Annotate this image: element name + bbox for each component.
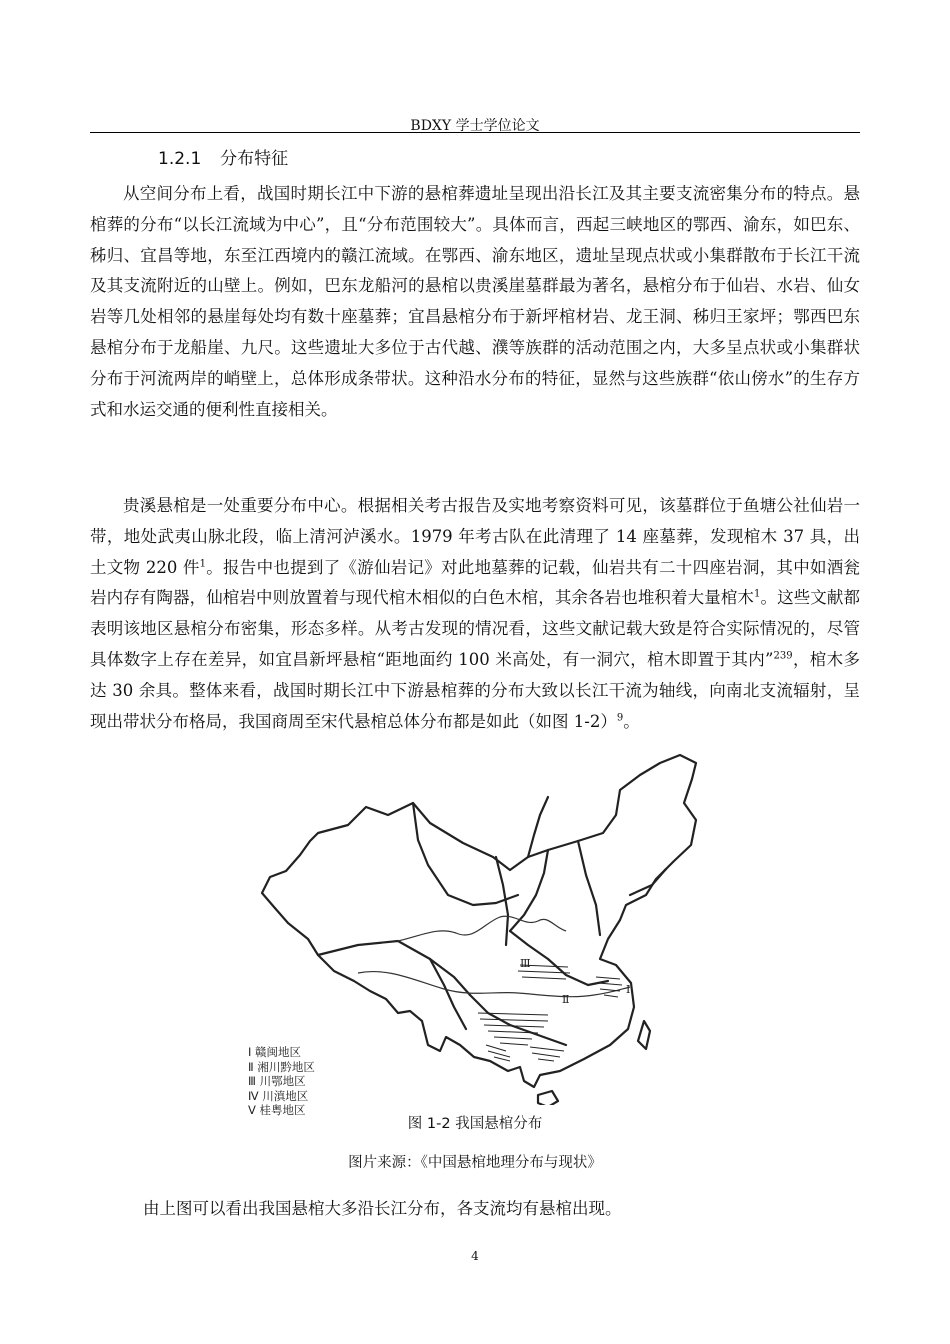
legend-item: Ⅱ 湘川黔地区	[248, 1059, 315, 1074]
hainan-island	[538, 1091, 558, 1105]
header-rule	[90, 132, 860, 133]
legend-item: Ⅳ 川滇地区	[248, 1088, 309, 1103]
region-hatch-iv	[486, 1045, 510, 1061]
inner-boundary	[430, 959, 466, 1029]
section-number: 1.2.1	[158, 149, 202, 169]
paragraph-3: 由上图可以看出我国悬棺大多沿长江分布，各支流均有悬棺出现。	[143, 1199, 622, 1218]
page-number: 4	[471, 1249, 479, 1263]
legend-item: Ⅴ 桂粤地区	[248, 1103, 306, 1117]
footnote-ref: 1	[754, 588, 761, 600]
country-outline	[262, 755, 696, 1087]
figure-source: 图片来源：《中国悬棺地理分布与现状》	[348, 1155, 602, 1171]
paragraph-2-text-3: 。这些文献都表明该地区悬棺分布密集，形态多样。从考古发现的情况看，这些文献记载大致是符合实际情况的，尽管具体数字上存在差异，如宜昌新坪悬棺“距地面约 100 米高处，有一洞穴，棺木即置于其内”	[90, 588, 861, 669]
river-yellow	[398, 916, 566, 941]
paragraph-1: 从空间分布上看，战国时期长江中下游的悬棺葬遗址呈现出沿长江及其主要支流密集分布的特点。悬棺葬的分布“以长江流域为中心”，且“分布范围较大”。具体而言，西起三峡地区的鄂西、渝东，如巴东、秭归、宜昌等地，东至江西境内的赣江流域。在鄂西、渝东地区，遗址呈现点状或小集群散布于长江干流及其支流附近的山壁上。例如，巴东龙船河的悬棺以贵溪崖墓群最为著名，悬棺分布于仙岩、水岩、仙女岩等几处相邻的悬崖每处均有数十座墓葬；宜昌悬棺分布于新坪棺材岩、龙王洞、秭归王家坪；鄂西巴东悬棺分布于龙船崖、九尺。这些遗址大多位于古代越、濮等族群的活动范围之内，大多呈点状或小集群状分布于河流两岸的峭壁上，总体形成条带状。这种沿水分布的特征，显然与这些族群“依山傍水”的生存方式和水运交通的便利性直接相关。	[90, 184, 860, 419]
section-heading	[158, 144, 288, 169]
inner-boundary	[413, 803, 518, 905]
figure-caption: 图 1-2 我国悬棺分布	[407, 1116, 543, 1132]
taiwan-island	[638, 1021, 650, 1049]
inner-boundary	[318, 941, 470, 995]
china-suspended-coffin-map	[248, 745, 708, 1117]
inner-boundary	[578, 841, 600, 935]
paragraph-2-text-5: 。	[623, 711, 640, 731]
region-label: Ⅲ	[520, 957, 531, 970]
region-hatch-v	[530, 1047, 564, 1061]
section-title: 分布特征	[220, 149, 289, 169]
inner-boundary	[528, 797, 548, 857]
footnote-ref: 9	[616, 712, 624, 724]
legend-item: Ⅰ 赣闽地区	[248, 1045, 302, 1059]
page-header: BDXY 学士学位论文	[410, 118, 540, 134]
region-hatch-ii	[478, 1013, 548, 1045]
region-label: Ⅱ	[562, 993, 570, 1006]
paragraph-2-text-2: 。报告中也提到了《游仙岩记》对此地墓葬的记载，仙岩共有二十四座岩洞，其中如酒瓮岩内存有陶器，仙棺岩中则放置着与现代棺木相似的白色木棺，其余各岩也堆积着大量棺木	[90, 557, 861, 608]
footnote-ref: 239	[773, 650, 793, 662]
region-label: Ⅰ	[626, 983, 631, 996]
paragraph-2-text-4: ，棺木多达 30 余具。整体来看，战国时期长江中下游悬棺葬的分布大致以长江干流为轴线，向南北支流辐射，呈现出带状分布格局，我国商周至宋代悬棺总体分布都是如此（如图 1-2）	[90, 649, 861, 731]
footnote-ref: 1	[199, 558, 206, 570]
paragraph-2	[90, 491, 860, 737]
legend-item: Ⅲ 川鄂地区	[248, 1074, 306, 1088]
paragraph-2-text-1: 贵溪悬棺是一处重要分布中心。根据相关考古报告及实地考察资料可见，该墓群位于鱼塘公社仙岩一带，地处武夷山脉北段，临上清河泸溪水。1979 年考古队在此清理了 14 座墓葬，发现棺木 37 具，出土文物 220 件	[90, 496, 860, 577]
map-legend	[248, 1045, 388, 1118]
